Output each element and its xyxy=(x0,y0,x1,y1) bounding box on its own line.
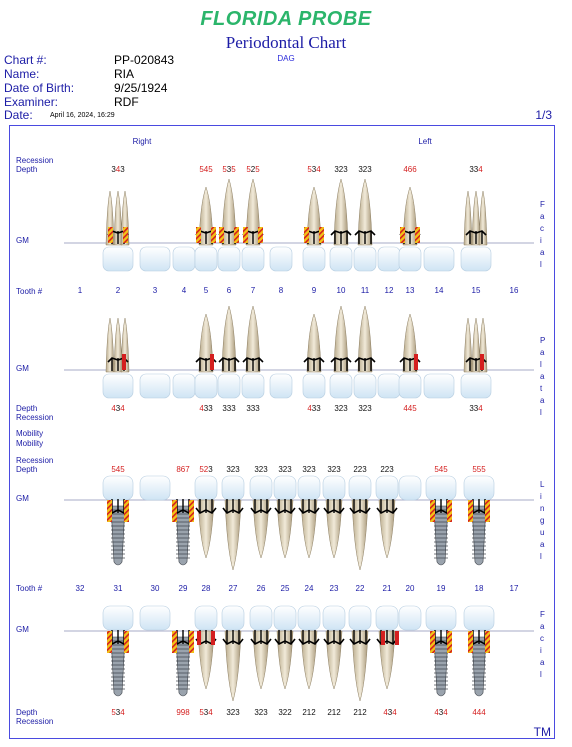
name-label: Name: xyxy=(4,67,40,81)
tooth-crown xyxy=(274,476,296,500)
florida-probe-logo: FLORIDA PROBE xyxy=(200,8,372,30)
pocket-mark xyxy=(415,227,420,243)
lower-lingual-depth: 867 xyxy=(176,465,190,474)
tooth-crown xyxy=(140,374,170,398)
upper-facial-depth: 334 xyxy=(469,165,483,174)
lower-facial-depth: 434 xyxy=(434,708,448,717)
tooth-crown xyxy=(195,606,217,630)
pocket-mark xyxy=(395,631,399,645)
lower-tooth-label: Tooth # xyxy=(16,584,43,593)
pocket-mark xyxy=(172,500,177,522)
facial-side-label-bottom xyxy=(540,610,545,679)
upper-tooth-number: 2 xyxy=(115,286,121,295)
upper-facial-depth: 525 xyxy=(246,165,260,174)
tooth-crown xyxy=(195,476,217,500)
tooth-crown xyxy=(195,374,217,398)
lower-facial-depth: 212 xyxy=(353,708,367,717)
lower-tooth-number: 22 xyxy=(355,584,365,593)
palatal-side-label xyxy=(540,336,545,417)
lower-tooth-number: 21 xyxy=(382,584,392,593)
upper-facial-depth: 323 xyxy=(334,165,348,174)
pocket-mark xyxy=(107,631,112,653)
pocket-mark xyxy=(211,227,216,243)
chart-number-label: Chart #: xyxy=(4,53,47,67)
implant xyxy=(472,637,486,696)
lower-facial-depth: 322 xyxy=(278,708,292,717)
side-letter: l xyxy=(540,260,542,269)
upper-tooth-label: Tooth # xyxy=(16,287,43,296)
tooth-crown xyxy=(103,606,133,630)
upper-palatal-depth: 334 xyxy=(469,404,483,413)
lower-lingual-depth: 555 xyxy=(472,465,486,474)
tooth-root xyxy=(106,318,114,372)
lower-tooth-number: 30 xyxy=(150,584,160,593)
lower-tooth-number: 31 xyxy=(113,584,123,593)
name-value: RIA xyxy=(114,67,135,81)
trademark: TM xyxy=(533,725,551,739)
upper-tooth-number: 16 xyxy=(509,286,519,295)
side-letter: g xyxy=(540,516,545,525)
side-letter: l xyxy=(540,408,542,417)
upper-palatal-depth: 333 xyxy=(222,404,236,413)
lower-lingual-depth: 523 xyxy=(199,465,213,474)
tooth-crown xyxy=(140,247,170,271)
side-letter: u xyxy=(540,528,545,537)
pocket-mark xyxy=(381,631,385,645)
upper-tooth-number: 10 xyxy=(336,286,346,295)
lower-tooth-number: 20 xyxy=(405,584,415,593)
upper-palatal-depth: 445 xyxy=(403,404,417,413)
lower-depth-label-bottom: Depth xyxy=(16,708,38,717)
side-letter: a xyxy=(540,248,545,257)
side-letter: a xyxy=(540,658,545,667)
tooth-crown xyxy=(461,374,491,398)
tooth-crown xyxy=(218,374,240,398)
chart-number-value: PP-020843 xyxy=(114,53,175,67)
tooth-crown xyxy=(298,606,320,630)
tooth-crown xyxy=(103,374,133,398)
lower-facial-depth: 534 xyxy=(199,708,213,717)
upper-facial-gm-label: GM xyxy=(16,236,29,245)
facial-side-label-top xyxy=(540,200,545,269)
lower-depth-label: Depth xyxy=(16,465,38,474)
upper-tooth-number: 7 xyxy=(250,286,256,295)
side-letter: a xyxy=(540,540,545,549)
implant xyxy=(176,637,190,696)
examiner-initials: DAG xyxy=(277,54,295,63)
date-value: April 16, 2024, 16:29 xyxy=(50,112,115,119)
tooth-crown xyxy=(378,374,400,398)
pocket-mark xyxy=(243,227,248,243)
side-letter: t xyxy=(540,384,543,393)
pocket-mark xyxy=(258,227,263,243)
side-letter: a xyxy=(540,622,545,631)
implant xyxy=(434,506,448,565)
implant xyxy=(111,637,125,696)
tooth-crown xyxy=(330,374,352,398)
upper-facial-depth: 535 xyxy=(222,165,236,174)
upper-recession-label: Recession xyxy=(16,156,54,165)
mobility-label-1: Mobility xyxy=(16,429,44,438)
side-letter: l xyxy=(540,552,542,561)
lower-lingual-depth: 323 xyxy=(226,465,240,474)
tooth-crown xyxy=(323,476,345,500)
pocket-mark xyxy=(210,354,214,370)
upper-palatal-gm-label: GM xyxy=(16,364,29,373)
tooth-crown xyxy=(399,476,421,500)
lingual-gm-label: GM xyxy=(16,494,29,503)
tooth-crown xyxy=(349,476,371,500)
side-letter: l xyxy=(540,670,542,679)
tooth-crown xyxy=(222,606,244,630)
tooth-crown xyxy=(424,374,454,398)
implant xyxy=(434,637,448,696)
examiner-label: Examiner: xyxy=(4,95,59,109)
left-label: Left xyxy=(418,137,432,146)
upper-palatal-depth: 433 xyxy=(307,404,321,413)
pocket-mark xyxy=(172,631,177,653)
implant xyxy=(472,506,486,565)
tooth-crown xyxy=(274,606,296,630)
tooth-crown xyxy=(424,247,454,271)
tooth-crown xyxy=(140,476,170,500)
side-letter: l xyxy=(540,360,542,369)
tooth-crown xyxy=(378,247,400,271)
tooth-crown xyxy=(242,374,264,398)
tooth-crown xyxy=(354,247,376,271)
tooth-crown xyxy=(323,606,345,630)
lower-lingual-depth: 223 xyxy=(380,465,394,474)
tooth-crown xyxy=(103,476,133,500)
side-letter: c xyxy=(540,634,544,643)
tooth-crown xyxy=(103,247,133,271)
upper-tooth-number: 1 xyxy=(77,286,83,295)
lower-tooth-number: 24 xyxy=(304,584,314,593)
upper-facial-depth: 534 xyxy=(307,165,321,174)
pocket-mark xyxy=(468,631,473,653)
palatal-recession-label: Recession xyxy=(16,413,54,422)
upper-facial-depth: 323 xyxy=(358,165,372,174)
lower-lingual-depth: 323 xyxy=(302,465,316,474)
tooth-crown xyxy=(270,247,292,271)
side-letter: a xyxy=(540,396,545,405)
lower-facial-depth: 323 xyxy=(226,708,240,717)
upper-tooth-number: 8 xyxy=(278,286,284,295)
lower-facial-depth: 998 xyxy=(176,708,190,717)
lower-tooth-number: 17 xyxy=(509,584,519,593)
page-indicator: 1/3 xyxy=(535,108,552,122)
pocket-mark xyxy=(108,227,113,243)
tooth-crown xyxy=(173,374,195,398)
pocket-mark xyxy=(319,227,324,243)
pocket-mark xyxy=(400,227,405,243)
pocket-mark xyxy=(123,227,128,243)
upper-tooth-number: 3 xyxy=(152,286,158,295)
upper-palatal-depth: 433 xyxy=(199,404,213,413)
lower-tooth-number: 19 xyxy=(436,584,446,593)
tooth-crown xyxy=(426,476,456,500)
upper-facial-depth: 343 xyxy=(111,165,125,174)
upper-tooth-number: 12 xyxy=(384,286,394,295)
upper-tooth-number: 13 xyxy=(405,286,415,295)
dob-label: Date of Birth: xyxy=(4,81,75,95)
pocket-mark xyxy=(480,354,484,370)
pocket-mark xyxy=(189,500,194,522)
pocket-mark xyxy=(447,500,452,522)
tooth-crown xyxy=(399,606,421,630)
upper-tooth-number: 9 xyxy=(311,286,317,295)
lower-facial-depth: 434 xyxy=(383,708,397,717)
pocket-mark xyxy=(219,227,224,243)
lingual-side-label xyxy=(540,480,545,561)
lower-tooth-number: 18 xyxy=(474,584,484,593)
pocket-mark xyxy=(234,227,239,243)
pocket-mark xyxy=(211,631,215,645)
side-letter: a xyxy=(540,212,545,221)
tooth-crown xyxy=(303,247,325,271)
tooth-crown xyxy=(330,247,352,271)
lower-facial-depth: 212 xyxy=(302,708,316,717)
lower-tooth-number: 32 xyxy=(75,584,85,593)
pocket-mark xyxy=(468,500,473,522)
mobility-label-2: Mobility xyxy=(16,439,44,448)
upper-palatal-depth: 434 xyxy=(111,404,125,413)
tooth-crown xyxy=(376,606,398,630)
pocket-mark xyxy=(122,354,126,370)
lower-recession-label: Recession xyxy=(16,456,54,465)
side-letter: F xyxy=(540,610,545,619)
pocket-mark xyxy=(124,631,129,653)
side-letter: P xyxy=(540,336,546,345)
upper-tooth-number: 15 xyxy=(471,286,481,295)
upper-tooth-number: 6 xyxy=(226,286,232,295)
examiner-value: RDF xyxy=(114,95,139,109)
side-letter: F xyxy=(540,200,545,209)
upper-tooth-number: 11 xyxy=(360,286,370,295)
pocket-mark xyxy=(430,631,435,653)
tooth-crown xyxy=(242,247,264,271)
side-letter: i xyxy=(540,236,542,245)
tooth-crown xyxy=(222,476,244,500)
upper-tooth-number: 4 xyxy=(181,286,187,295)
upper-tooth-number: 14 xyxy=(434,286,444,295)
dob-value: 9/25/1924 xyxy=(114,81,168,95)
tooth-crown xyxy=(376,476,398,500)
lower-facial-depth: 323 xyxy=(254,708,268,717)
lower-facial-gm-label: GM xyxy=(16,625,29,634)
date-label: Date: xyxy=(4,108,33,122)
tooth-crown xyxy=(354,374,376,398)
tooth-root xyxy=(464,318,472,372)
side-letter: a xyxy=(540,348,545,357)
tooth-crown xyxy=(399,374,421,398)
tooth-crown xyxy=(303,374,325,398)
tooth-crown xyxy=(270,374,292,398)
tooth-crown xyxy=(349,606,371,630)
lower-facial-depth: 212 xyxy=(327,708,341,717)
tooth-crown xyxy=(464,606,494,630)
upper-facial-depth: 466 xyxy=(403,165,417,174)
tooth-crown xyxy=(195,247,217,271)
upper-tooth-number: 5 xyxy=(203,286,209,295)
lower-tooth-number: 26 xyxy=(256,584,266,593)
side-letter: n xyxy=(540,504,545,513)
lower-recession-label-bottom: Recession xyxy=(16,717,54,726)
right-label: Right xyxy=(132,137,152,146)
side-letter: L xyxy=(540,480,545,489)
palatal-depth-label: Depth xyxy=(16,404,38,413)
tooth-crown xyxy=(250,476,272,500)
tooth-crown xyxy=(426,606,456,630)
pocket-mark xyxy=(485,631,490,653)
lower-lingual-depth: 223 xyxy=(353,465,367,474)
lower-tooth-number: 28 xyxy=(201,584,211,593)
lower-lingual-depth: 323 xyxy=(254,465,268,474)
tooth-crown xyxy=(464,476,494,500)
upper-depth-label: Depth xyxy=(16,165,38,174)
tooth-crown xyxy=(399,247,421,271)
upper-palatal-depth: 323 xyxy=(334,404,348,413)
lower-tooth-number: 27 xyxy=(228,584,238,593)
lower-tooth-number: 23 xyxy=(329,584,339,593)
tooth-root xyxy=(464,191,472,245)
lower-lingual-depth: 545 xyxy=(434,465,448,474)
tooth-crown xyxy=(140,606,170,630)
lower-lingual-depth: 323 xyxy=(327,465,341,474)
tooth-crown xyxy=(218,247,240,271)
pocket-mark xyxy=(414,354,418,370)
pocket-mark xyxy=(447,631,452,653)
lower-facial-depth: 444 xyxy=(472,708,486,717)
lower-lingual-depth: 323 xyxy=(278,465,292,474)
side-letter: i xyxy=(540,646,542,655)
side-letter: i xyxy=(540,492,542,501)
pocket-mark xyxy=(124,500,129,522)
periodontal-chart xyxy=(9,125,555,739)
side-letter: c xyxy=(540,224,544,233)
pocket-mark xyxy=(196,227,201,243)
pocket-mark xyxy=(485,500,490,522)
upper-palatal-depth: 333 xyxy=(246,404,260,413)
pocket-mark xyxy=(197,631,201,645)
page-title: Periodontal Chart xyxy=(225,33,347,52)
lower-tooth-number: 29 xyxy=(178,584,188,593)
lower-facial-depth: 534 xyxy=(111,708,125,717)
pocket-mark xyxy=(107,500,112,522)
side-letter: a xyxy=(540,372,545,381)
tooth-crown xyxy=(298,476,320,500)
tooth-crown xyxy=(461,247,491,271)
tooth-crown xyxy=(173,247,195,271)
upper-palatal-depth: 323 xyxy=(358,404,372,413)
lower-lingual-depth: 545 xyxy=(111,465,125,474)
lower-tooth-number: 25 xyxy=(280,584,290,593)
pocket-mark xyxy=(304,227,309,243)
tooth-crown xyxy=(250,606,272,630)
pocket-mark xyxy=(430,500,435,522)
implant xyxy=(111,506,125,565)
upper-facial-depth: 545 xyxy=(199,165,213,174)
pocket-mark xyxy=(189,631,194,653)
tooth-root xyxy=(479,191,487,245)
implant xyxy=(176,506,190,565)
